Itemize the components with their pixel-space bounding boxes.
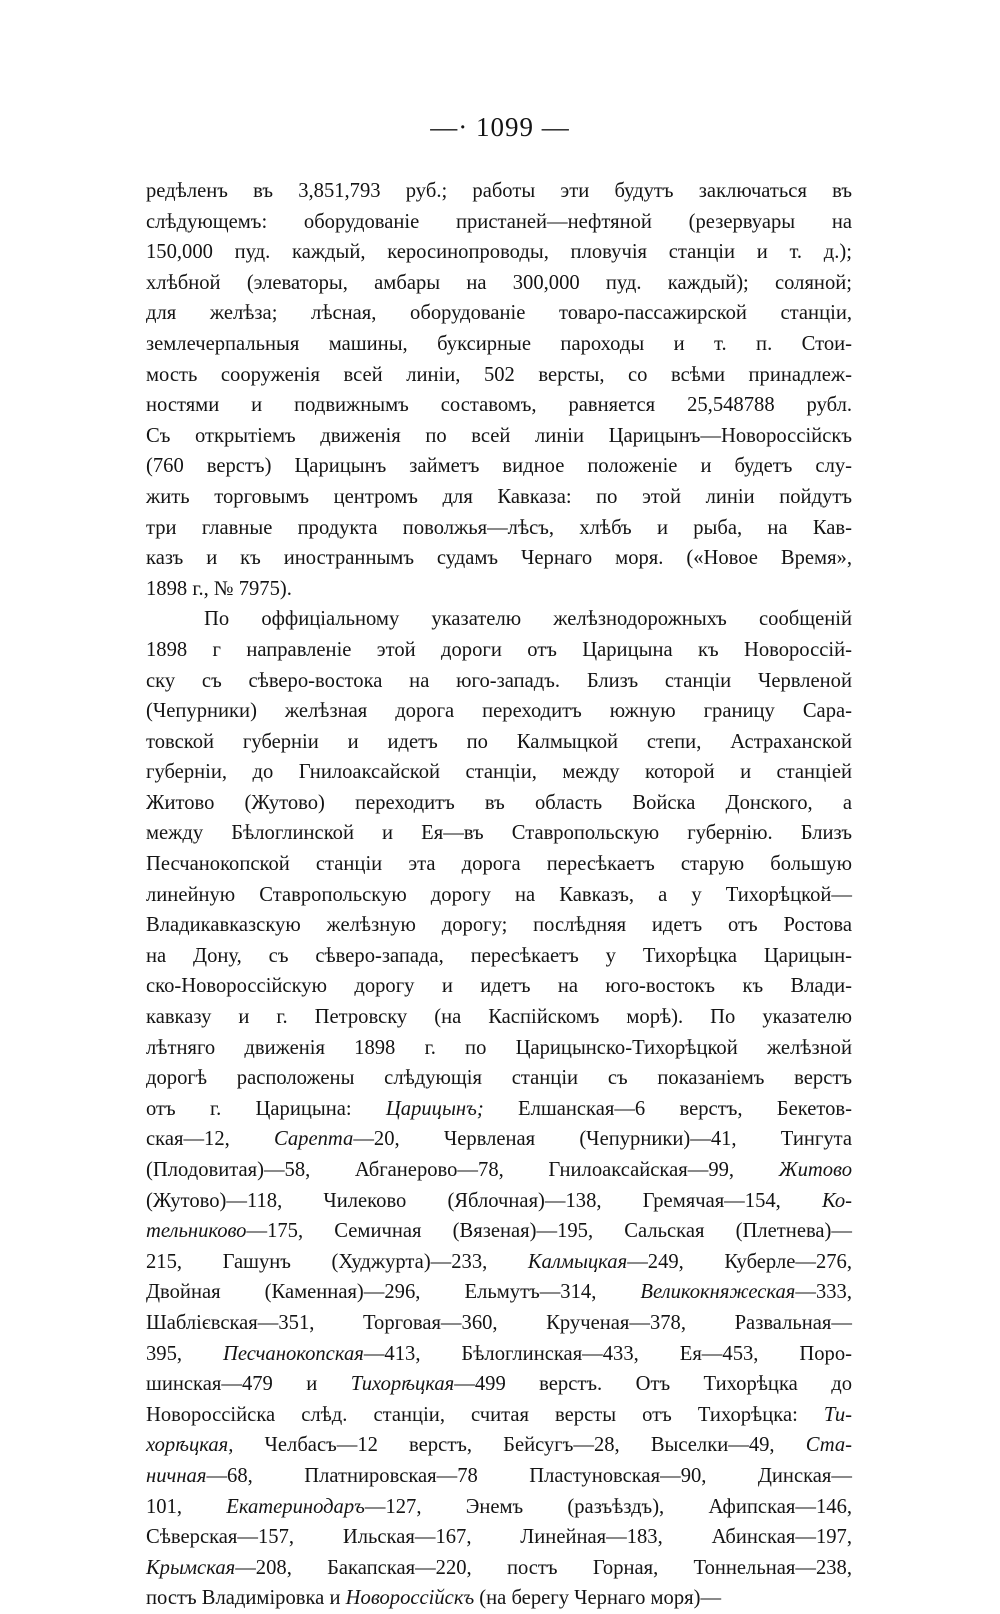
station-name-italic: Крымская xyxy=(146,1556,236,1579)
text-line: 1898 г., № 7975). xyxy=(146,577,292,600)
text-line xyxy=(146,1033,852,1064)
text-line: 150,000 пуд. каждый, керосинопроводы, пловучія станціи и т. д.); xyxy=(146,241,852,264)
text-line: три главные продукта поволжья—лѣсъ, хлѣбъ и рыба, на Кав- xyxy=(146,516,852,539)
text-line: (760 верстъ) Царицынъ займетъ видное положеніе и будетъ слу- xyxy=(146,455,852,478)
station-name-italic: хорѣцкая, xyxy=(146,1434,234,1457)
text-line: слѣдующемъ: оборудованіе пристаней—нефтяной (резервуары на xyxy=(146,210,852,233)
text-run: По оффиціальному указателю желѣзнодорожныхъ сообщеній xyxy=(204,608,852,631)
text-line: хлѣбной (элеваторы, амбары на 300,000 пуд. каждый); соляной; xyxy=(146,271,852,294)
text-line xyxy=(146,1277,852,1308)
text-run: (на берегу Чернаго моря)— xyxy=(474,1587,722,1610)
station-name-italic: Калмыцкая xyxy=(527,1250,628,1273)
text-run: постъ Владиміровка и xyxy=(146,1587,346,1610)
text-run: 1898 г направленіе этой дороги отъ Царицына къ Новороссій- xyxy=(146,638,852,661)
text-line xyxy=(146,1063,852,1094)
station-name-italic: Ко- xyxy=(821,1189,852,1212)
text-run: Елшанская—6 верстъ, Бекетов- xyxy=(483,1097,852,1120)
text-line xyxy=(146,1186,852,1217)
text-line xyxy=(146,1308,852,1339)
text-line xyxy=(146,696,852,727)
text-run: Владикавказскую желѣзную дорогу; послѣдняя идетъ отъ Ростова xyxy=(146,914,852,937)
text-line xyxy=(146,941,852,972)
text-run: отъ г. Царицына: xyxy=(146,1097,386,1120)
text-run: товской губерніи и идетъ по Калмыцкой степи, Астраханской xyxy=(146,730,852,753)
text-run: (Плодовитая)—58, Абганерово—78, Гнилоаксайская—99, xyxy=(146,1159,779,1181)
text-line xyxy=(146,1522,852,1553)
text-line xyxy=(146,757,852,788)
station-name-italic: Песчанокопская xyxy=(223,1342,364,1365)
text-line xyxy=(146,971,852,1002)
text-run: 101, xyxy=(146,1495,227,1518)
page-number: —· 1099 — xyxy=(430,112,570,142)
text-line xyxy=(146,1461,852,1492)
text-line xyxy=(146,1002,852,1033)
text-run: кавказу и г. Петровску (на Каспійскомъ морѣ). По указателю xyxy=(146,1006,852,1029)
text-line: для желѣза; лѣсная, оборудованіе товаро-пассажирской станціи, xyxy=(146,302,852,325)
text-run: 215, Гашунъ (Худжурта)—233, xyxy=(146,1250,528,1273)
station-name-italic: Царицынъ; xyxy=(385,1097,484,1120)
text-run: —208, Бакапская—220, постъ Горная, Тоннельная—238, xyxy=(235,1556,852,1579)
text-line: жить торговымъ центромъ для Кавказа: по этой линіи пойдутъ xyxy=(146,485,852,508)
text-line: редѣленъ въ 3,851,793 руб.; работы эти будутъ заключаться въ xyxy=(146,180,852,202)
text-run: 395, xyxy=(146,1342,223,1365)
text-line xyxy=(146,910,852,941)
text-run: (Чепурники) желѣзная дорога переходитъ южную границу Сара- xyxy=(146,700,852,723)
station-name-italic: Ти- xyxy=(823,1403,852,1426)
text-run: Шаблієвская—351, Торговая—360, Крученая—378, Развальная— xyxy=(146,1311,852,1334)
text-run: Песчанокопской станціи эта дорога пересѣкаетъ старую большую xyxy=(146,853,852,876)
text-line xyxy=(146,1124,852,1155)
text-line: ностями и подвижнымъ составомъ, равняется 25,548788 рубл. xyxy=(146,394,852,417)
text-line xyxy=(146,1216,852,1247)
text-line xyxy=(146,666,852,697)
text-line xyxy=(146,1553,852,1584)
text-line xyxy=(146,635,852,666)
text-line xyxy=(146,1400,852,1431)
text-run: Двойная (Каменная)—296, Ельмутъ—314, xyxy=(146,1281,641,1304)
text-run: ску съ сѣверо-востока на юго-западъ. Близъ станціи Червленой xyxy=(146,669,852,692)
text-run: —127, Энемъ (разъѣздъ), Афипская—146, xyxy=(364,1495,853,1518)
text-run: —499 верстъ. Отъ Тихорѣцка до xyxy=(454,1373,852,1396)
text-run: —333, xyxy=(795,1281,852,1304)
text-line xyxy=(146,1583,852,1614)
station-name-italic: Ста- xyxy=(805,1434,852,1457)
text-line: мость сооруженія всей линіи, 502 версты, со всѣми принадлеж- xyxy=(146,363,852,386)
text-run: —20, Червленая (Чепурники)—41, Тингута xyxy=(353,1128,853,1151)
text-run: —249, Куберле—276, xyxy=(627,1250,852,1273)
text-line xyxy=(146,604,852,635)
paragraph-2 xyxy=(146,604,852,1614)
body-text xyxy=(146,176,852,1614)
text-run: Новороссійска слѣд. станціи, считая версты отъ Тихорѣцка: xyxy=(146,1403,824,1426)
text-line xyxy=(146,1155,852,1186)
text-line xyxy=(146,849,852,880)
text-run: линейную Ставропольскую дорогу на Кавказъ, а у Тихорѣцкой— xyxy=(146,883,852,906)
text-run: между Бѣлоглинской и Ея—въ Ставропольскую губернію. Близъ xyxy=(146,822,852,845)
text-line xyxy=(146,1339,852,1370)
text-line xyxy=(146,880,852,911)
text-run: ская—12, xyxy=(146,1128,274,1151)
text-run: лѣтняго движенія 1898 г. по Царицынско-Тихорѣцкой желѣзной xyxy=(146,1036,852,1059)
station-name-italic: Житово xyxy=(778,1159,852,1181)
text-line xyxy=(146,1247,852,1278)
station-name-italic: ничная xyxy=(146,1464,207,1487)
text-run: дорогѣ расположены слѣдующія станціи съ показаніемъ верстъ xyxy=(146,1067,852,1090)
text-run: ско-Новороссійскую дорогу и идетъ на юго-востокъ къ Влади- xyxy=(146,975,852,998)
text-run: губерніи, до Гнилоаксайской станціи, между которой и станціей xyxy=(146,761,852,784)
text-line xyxy=(146,727,852,758)
station-name-italic: тельниково xyxy=(146,1220,247,1243)
text-line: землечерпальныя машины, буксирные пароходы и т. п. Стои- xyxy=(146,332,852,355)
text-line xyxy=(146,788,852,819)
text-line: Съ открытіемъ движенія по всей линіи Царицынъ—Новороссійскъ xyxy=(146,424,852,447)
text-line xyxy=(146,1430,852,1461)
text-line xyxy=(146,818,852,849)
paragraph-1 xyxy=(146,176,852,604)
text-run: Сѣверская—157, Ильская—167, Линейная—183, Абинская—197, xyxy=(146,1526,852,1549)
station-name-italic: Великокняжеская xyxy=(640,1281,796,1304)
text-run: (Жутово)—118, Чилеково (Яблочная)—138, Гремячая—154, xyxy=(146,1189,822,1212)
station-name-italic: Сарепта xyxy=(273,1128,354,1151)
text-run: Челбасъ—12 верстъ, Бейсугъ—28, Выселки—49, xyxy=(233,1434,806,1457)
text-run: на Дону, съ сѣверо-запада, пересѣкаетъ у Тихорѣцка Царицын- xyxy=(146,944,852,967)
station-name-italic: Екатеринодаръ xyxy=(226,1495,365,1518)
station-name-italic: Тихорѣцкая xyxy=(350,1373,455,1396)
text-run: шинская—479 и xyxy=(146,1373,351,1396)
text-line xyxy=(146,1094,852,1125)
text-run: —68, Платнировская—78 Пластуновская—90, Динская— xyxy=(206,1464,852,1487)
text-line: казъ и къ иностраннымъ судамъ Чернаго моря. («Новое Время», xyxy=(146,547,852,570)
text-line xyxy=(146,1492,852,1523)
station-name-italic: Новороссійскъ xyxy=(345,1587,475,1610)
text-run: —175, Семичная (Вязеная)—195, Сальская (Плетнева)— xyxy=(246,1220,852,1243)
text-run: Житово (Жутово) переходитъ въ область Войска Донского, а xyxy=(146,791,852,814)
text-run: —413, Бѣлоглинская—433, Ея—453, Поро- xyxy=(363,1342,853,1365)
text-line xyxy=(146,1369,852,1400)
